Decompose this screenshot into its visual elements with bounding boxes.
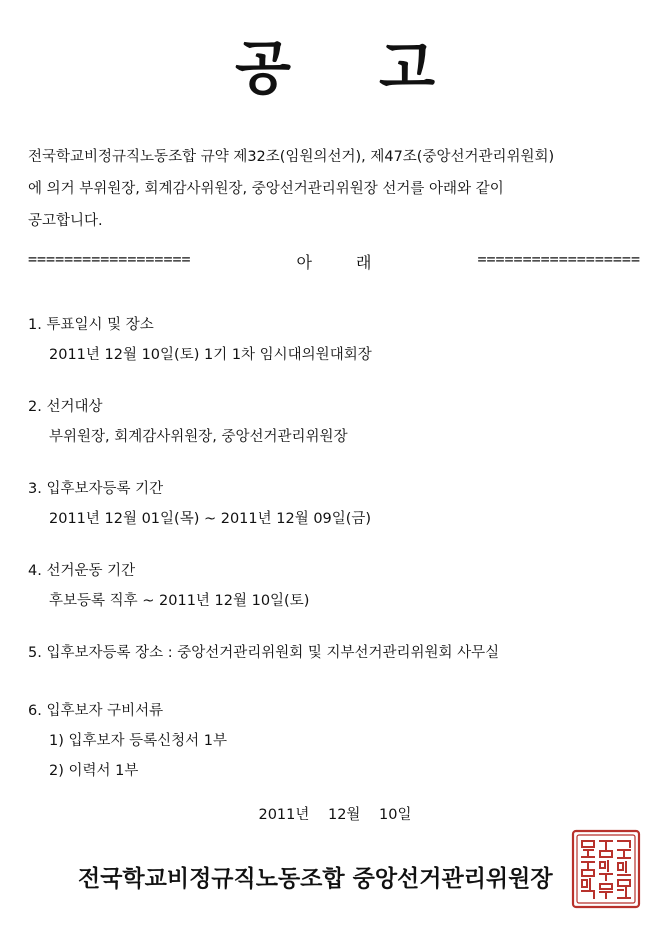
notice-title [0, 28, 670, 108]
section-heading: 1. 투표일시 및 장소 [28, 317, 154, 333]
section-body: 2011년 12월 10일(토) 1기 1차 임시대의원대회장 [49, 347, 372, 363]
section-required-documents [28, 696, 227, 786]
section-election-targets [28, 392, 348, 452]
document-item: 2) 이력서 1부 [49, 763, 139, 779]
title-char-2: 고 [379, 34, 436, 102]
divider-left-rule: ================== [28, 250, 191, 268]
section-body: 부위원장, 회계감사위원장, 중앙선거관리위원장 [49, 429, 348, 445]
section-heading: 6. 입후보자 구비서류 [28, 703, 164, 719]
notice-date: 2011년 12월 10일 [258, 807, 412, 823]
divider-char-1: 아 [296, 253, 312, 272]
intro-paragraph [28, 141, 648, 237]
section-divider [28, 250, 640, 273]
section-voting-schedule [28, 310, 372, 370]
intro-line: 전국학교비정규직노동조합 규약 제32조(임원의선거), 제47조(중앙선거관리위원회) [28, 149, 555, 165]
section-heading: 3. 입후보자등록 기간 [28, 481, 164, 497]
divider-char-2: 래 [356, 253, 372, 272]
section-campaign-period [28, 556, 309, 616]
section-registration-period [28, 474, 371, 534]
section-heading: 2. 선거대상 [28, 399, 103, 415]
divider-heading [275, 250, 394, 273]
section-heading: 5. 입후보자등록 장소 : 중앙선거관리위원회 및 지부선거관리위원회 사무실 [28, 645, 500, 661]
section-registration-place [28, 638, 499, 668]
official-seal-stamp [570, 828, 642, 910]
intro-line: 공고합니다. [28, 213, 103, 229]
section-body: 2011년 12월 01일(목) ~ 2011년 12월 09일(금) [49, 511, 372, 527]
signer-name: 전국학교비정규직노동조합 중앙선거관리위원장 [78, 866, 553, 892]
document-item: 1) 입후보자 등록신청서 1부 [49, 733, 228, 749]
title-char-1: 공 [234, 34, 291, 102]
divider-right-rule: ================== [477, 250, 640, 268]
section-heading: 4. 선거운동 기간 [28, 563, 136, 579]
section-body: 후보등록 직후 ~ 2011년 12월 10일(토) [49, 593, 310, 609]
intro-line: 에 의거 부위원장, 회계감사위원장, 중앙선거관리위원장 선거를 아래와 같이 [28, 181, 504, 197]
